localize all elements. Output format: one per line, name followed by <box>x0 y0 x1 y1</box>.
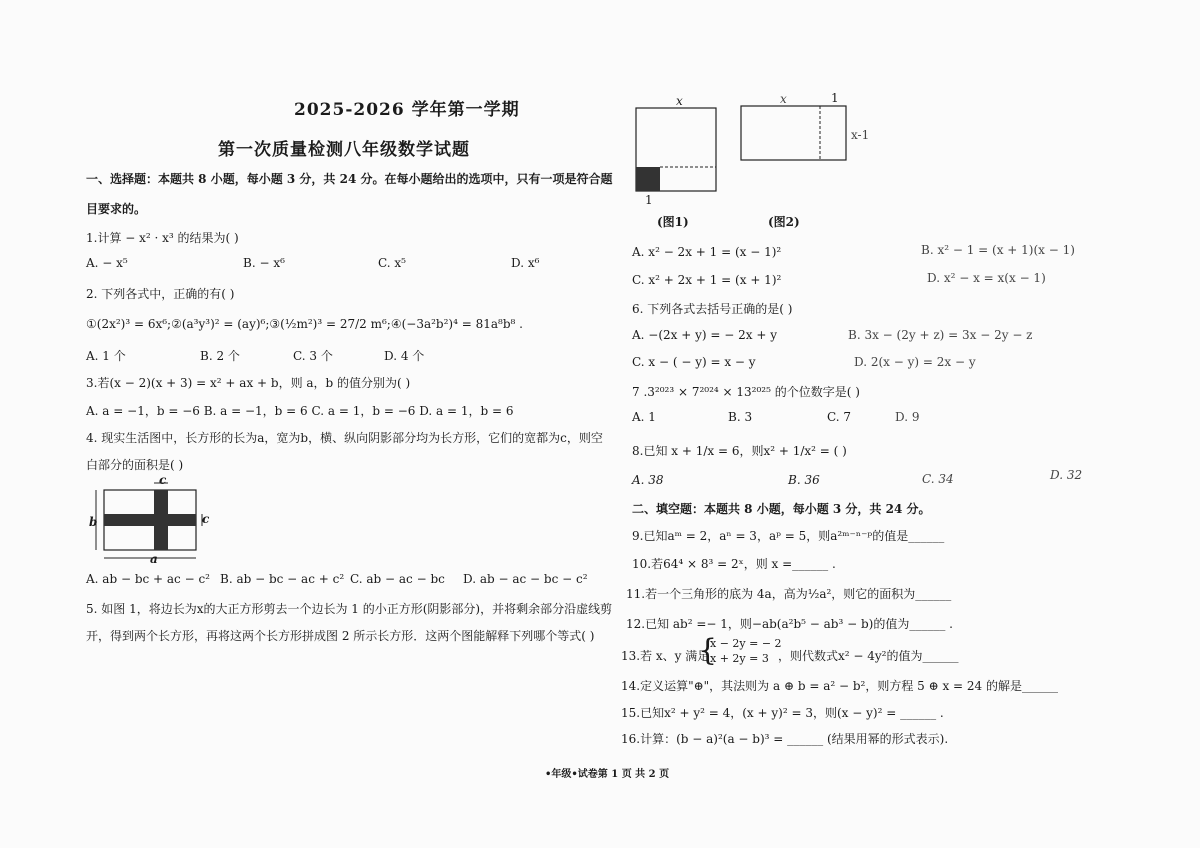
q7-option-c: C. 7 <box>827 410 852 424</box>
q5-figure-1 <box>630 100 725 200</box>
q4-label-c-right: c <box>202 512 210 526</box>
q2-option-c: C. 3 个 <box>293 349 333 363</box>
section2-intro: 二、填空题：本题共 8 小题，每小题 3 分，共 24 分。 <box>632 502 931 516</box>
q8-stem: 8.已知 x + 1/x = 6，则x² + 1/x² = ( ) <box>632 444 847 458</box>
q2-stem: 2. 下列各式中，正确的有( ) <box>86 287 235 301</box>
q5-option-b: B. x² − 1 = (x + 1)(x − 1) <box>921 243 1075 257</box>
q1-stem: 1.计算 − x² · x³ 的结果为( ) <box>86 231 239 245</box>
q1-option-a: A. − x⁵ <box>86 256 128 270</box>
fig1-caption: (图1) <box>657 215 689 229</box>
combined-rectangle <box>741 106 846 160</box>
fill-q14: 14.定义运算"⊕"，其法则为 a ⊕ b = a² − b²，则方程 5 ⊕ x = 24 的解是______ <box>621 679 1059 693</box>
q7-option-d: D. 9 <box>895 410 920 424</box>
exam-title: 第一次质量检测八年级数学试题 <box>218 140 470 160</box>
vertical-shaded-strip <box>154 490 168 550</box>
fill-q13-eq1: x − 2y = − 2 <box>710 637 782 650</box>
horizontal-shaded-strip <box>104 514 196 526</box>
q8-option-b: B. 36 <box>788 473 820 487</box>
fig2-caption: (图2) <box>768 215 800 229</box>
q4-label-a: a <box>150 552 158 566</box>
fig2-label-x-minus-1: x-1 <box>851 128 870 142</box>
q4-option-d: D. ab − ac − bc − c² <box>463 572 588 586</box>
fig1-label-1: 1 <box>645 193 653 207</box>
section1-intro-cont: 目要求的。 <box>86 202 147 216</box>
q4-stem-cont: 白部分的面积是( ) <box>86 458 184 472</box>
q2-option-b: B. 2 个 <box>200 349 240 363</box>
q4-option-a: A. ab − bc + ac − c² <box>86 572 210 586</box>
q5-option-a: A. x² − 2x + 1 = (x − 1)² <box>632 245 782 259</box>
fill-q16: 16.计算：(b − a)²(a − b)³ = ______ (结果用幂的形式表示). <box>621 732 949 746</box>
q7-stem: 7 .3²⁰²³ × 7²⁰²⁴ × 13²⁰²⁵ 的个位数字是( ) <box>632 385 860 399</box>
q3-options: A. a = −1，b = −6 B. a = −1，b = 6 C. a = 1，b = −6 D. a = 1，b = 6 <box>86 404 514 418</box>
fill-q13-eq2: x + 2y = 3 <box>710 652 769 665</box>
page-footer: •年级•试卷第 1 页 共 2 页 <box>545 769 670 780</box>
q8-option-a: A. 38 <box>632 473 664 487</box>
fill-q11: 11.若一个三角形的底为 4a，高为½a²，则它的面积为______ <box>626 587 952 601</box>
q2-option-a: A. 1 个 <box>86 349 126 363</box>
q4-label-b: b <box>89 515 98 529</box>
section1-intro: 一、选择题：本题共 8 小题，每小题 3 分，共 24 分。在每小题给出的选项中，只有一项是符合题 <box>86 172 613 186</box>
q6-option-a: A. −(2x + y) = − 2x + y <box>632 328 777 342</box>
q4-option-b: B. ab − bc − ac + c² <box>220 572 345 586</box>
q5-option-d: D. x² − x = x(x − 1) <box>927 271 1046 285</box>
fig2-label-x: x <box>780 92 787 106</box>
fig2-label-1: 1 <box>831 91 839 105</box>
q8-option-d: D. 32 <box>1050 468 1083 482</box>
q5-stem: 5. 如图 1，将边长为x的大正方形剪去一个边长为 1 的小正方形(阴影部分)，并将剩余部分沿虚线剪 <box>86 602 613 616</box>
fill-q13-prefix: 13.若 x、y 满足 <box>621 649 710 663</box>
q4-stem: 4. 现实生活图中，长方形的长为a，宽为b，横、纵向阴影部分均为长方形，它们的宽都为c，则空 <box>86 431 603 445</box>
q2-items: ①(2x²)³ = 6x⁶;②(a³y³)² = (ay)⁶;③(½m²)³ = 27/2 m⁶;④(−3a²b²)⁴ = 81a⁸b⁸ . <box>86 317 523 331</box>
q7-option-b: B. 3 <box>728 410 753 424</box>
q4-option-c: C. ab − ac − bc <box>350 572 445 586</box>
q6-stem: 6. 下列各式去括号正确的是( ) <box>632 302 793 316</box>
fill-q13-suffix: ，则代数式x² − 4y²的值为______ <box>778 649 959 663</box>
fill-q15: 15.已知x² + y² = 4，(x + y)² = 3，则(x − y)² = ______ . <box>621 706 944 720</box>
small-shaded-square <box>636 167 660 191</box>
q6-option-c: C. x − ( − y) = x − y <box>632 355 756 369</box>
q5-figure-2 <box>735 100 855 170</box>
q7-option-a: A. 1 <box>632 410 656 424</box>
q1-option-c: C. x⁵ <box>378 256 406 270</box>
q6-option-d: D. 2(x − y) = 2x − y <box>854 355 976 369</box>
fill-q12: 12.已知 ab² =− 1，则−ab(a²b⁵ − ab³ − b)的值为______ . <box>626 617 953 631</box>
fill-q9: 9.已知aᵐ = 2，aⁿ = 3，aᵖ = 5，则a²ᵐ⁻ⁿ⁻ᵖ的值是______ <box>632 529 945 543</box>
q1-option-d: D. x⁶ <box>511 256 540 270</box>
system-brace: { <box>698 633 718 668</box>
fig1-label-x: x <box>676 94 683 108</box>
q2-option-d: D. 4 个 <box>384 349 425 363</box>
q4-label-c-top: c <box>159 473 167 487</box>
q1-option-b: B. − x⁶ <box>243 256 285 270</box>
q3-stem: 3.若(x − 2)(x + 3) = x² + ax + b，则 a，b 的值分别为( ) <box>86 376 411 390</box>
q8-option-c: C. 34 <box>922 472 954 486</box>
q5-stem-cont: 开，得到两个长方形，再将这两个长方形拼成图 2 所示长方形．这两个图能解释下列哪个等式( ) <box>86 629 595 643</box>
q6-option-b: B. 3x − (2y + z) = 3x − 2y − z <box>848 328 1033 342</box>
fill-q10: 10.若64⁴ × 8³ = 2ˣ，则 x =______ . <box>632 557 836 571</box>
q5-option-c: C. x² + 2x + 1 = (x + 1)² <box>632 273 782 287</box>
exam-term: 2025-2026 学年第一学期 <box>294 100 520 120</box>
